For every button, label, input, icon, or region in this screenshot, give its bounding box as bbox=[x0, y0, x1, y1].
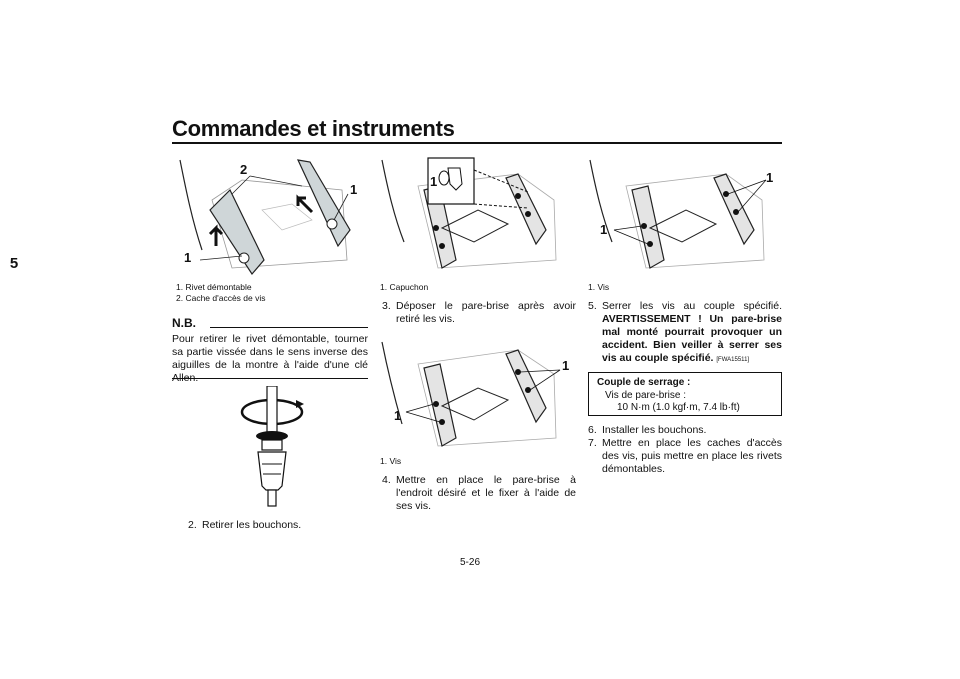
step-text: Serrer les vis au couple spécifié. bbox=[602, 300, 782, 312]
label-1: 1 bbox=[766, 170, 774, 185]
step-7 bbox=[588, 437, 782, 476]
title-rule bbox=[172, 142, 782, 144]
figure-vis-1 bbox=[378, 334, 574, 452]
step-number: 7. bbox=[588, 437, 597, 449]
torque-item: Vis de pare-brise : bbox=[605, 389, 686, 401]
step-number: 4. bbox=[382, 474, 391, 486]
label-1: 1 bbox=[350, 182, 358, 197]
illustration-screws-2 bbox=[586, 150, 782, 278]
figure-capuchon bbox=[378, 150, 574, 278]
note-text: Pour retirer le rivet démontable, tourner sa partie vissée dans le sens inverse des aiguilles de la montre à l'aide d'une clé Allen. bbox=[172, 333, 368, 384]
step-5 bbox=[588, 300, 782, 367]
page-number: 5-26 bbox=[460, 557, 481, 568]
step-number: 3. bbox=[382, 300, 391, 312]
step-text: Installer les bouchons. bbox=[602, 424, 707, 436]
illustration-windshield-covers bbox=[172, 150, 368, 278]
caption-vis-2: 1. Vis bbox=[588, 282, 610, 292]
torque-spec-box bbox=[588, 372, 782, 416]
step-number: 6. bbox=[588, 424, 597, 436]
warning-text: AVERTISSEMENT ! Un pare-brise mal monté pourrait provoquer un accident. Bien veiller à serrer ses vis au couple spécifié. bbox=[602, 313, 782, 364]
figure-allen-key bbox=[232, 386, 312, 510]
illustration-caps bbox=[378, 150, 574, 278]
illustration-rivet-allen bbox=[232, 386, 312, 510]
note-rule-bottom bbox=[172, 378, 368, 379]
torque-heading: Couple de serrage : bbox=[597, 377, 691, 388]
section-tab bbox=[0, 252, 28, 276]
label-2: 2 bbox=[240, 162, 248, 177]
illustration-screws bbox=[378, 334, 574, 452]
label-1: 1 bbox=[430, 174, 438, 189]
caption-item: 2. Cache d'accès de vis bbox=[176, 293, 266, 303]
label-1: 1 bbox=[184, 250, 192, 265]
step-number: 2. bbox=[188, 519, 197, 531]
warning-code: [FWA15511] bbox=[716, 357, 750, 363]
label-1: 1 bbox=[562, 358, 570, 373]
caption-capuchon: 1. Capuchon bbox=[380, 282, 429, 292]
figure-vis-2 bbox=[586, 150, 782, 278]
figure-rivets-covers bbox=[172, 150, 368, 278]
step-text: Retirer les bouchons. bbox=[202, 519, 302, 531]
step-number: 5. bbox=[588, 300, 597, 312]
step-6 bbox=[588, 424, 782, 437]
caption-item: 1. Rivet démontable bbox=[176, 282, 252, 292]
note-heading: N.B. bbox=[172, 316, 196, 330]
step-text: Mettre en place les caches d'accès des vis, puis mettre en place les rivets démontables. bbox=[602, 437, 782, 475]
label-1: 1 bbox=[600, 222, 608, 237]
note-rule-top bbox=[210, 327, 368, 328]
page-title: Commandes et instruments bbox=[172, 116, 455, 141]
label-1: 1 bbox=[394, 408, 402, 423]
step-2 bbox=[188, 519, 368, 532]
caption-fig1 bbox=[176, 282, 366, 304]
step-text: Mettre en place le pare-brise à l'endroit désiré et le fixer à l'aide de ses vis. bbox=[396, 474, 576, 512]
section-number: 5 bbox=[9, 255, 19, 272]
step-text: Déposer le pare-brise après avoir retiré les vis. bbox=[396, 300, 576, 325]
step-3 bbox=[382, 300, 576, 326]
torque-value: 10 N·m (1.0 kgf·m, 7.4 lb·ft) bbox=[617, 402, 740, 413]
step-4 bbox=[382, 474, 576, 513]
caption-vis-1: 1. Vis bbox=[380, 456, 402, 466]
